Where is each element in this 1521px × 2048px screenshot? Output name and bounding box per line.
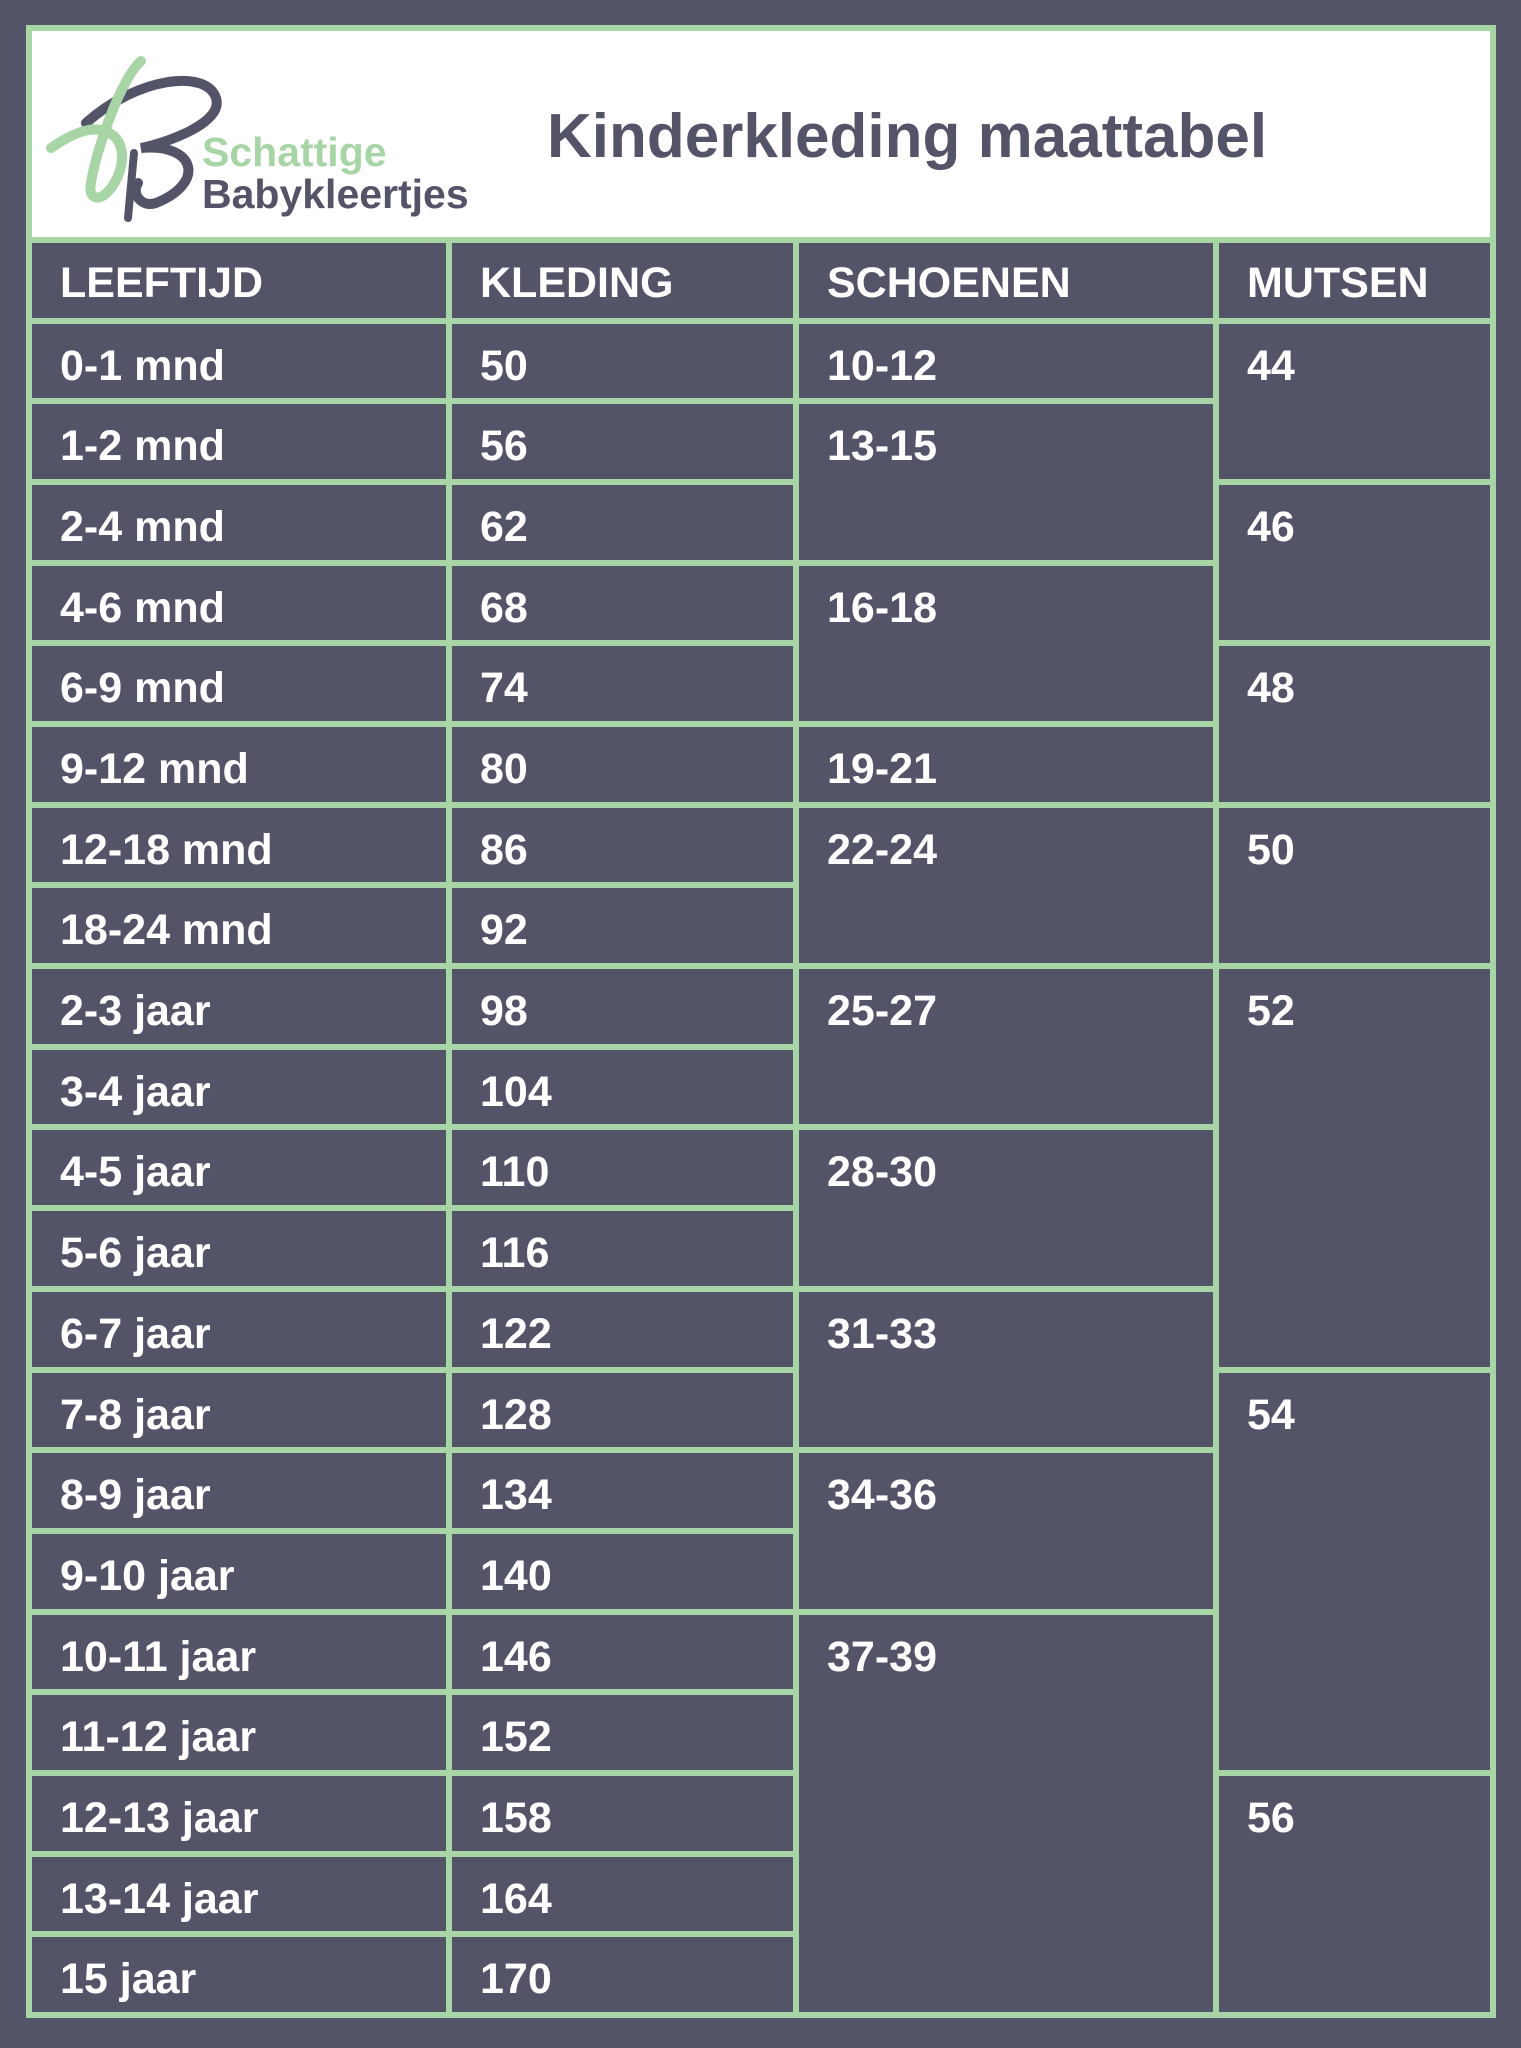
shoe-size-cell: 31-33 [799,1292,1213,1447]
clothing-size-cell: 92 [452,888,793,963]
age-cell: 18-24 mnd [32,888,446,963]
age-cell: 7-8 jaar [32,1373,446,1448]
header [32,31,1490,237]
column-header-clothing: KLEDING [452,243,793,318]
age-cell: 3-4 jaar [32,1050,446,1125]
age-cell: 11-12 jaar [32,1695,446,1770]
clothing-size-cell: 80 [452,727,793,802]
clothing-size-cell: 68 [452,566,793,641]
shoe-size-cell: 25-27 [799,969,1213,1124]
clothing-size-cell: 164 [452,1857,793,1932]
shoe-size-cell: 37-39 [799,1615,1213,2012]
hat-size-cell: 52 [1219,969,1490,1366]
age-cell: 6-7 jaar [32,1292,446,1367]
clothing-size-cell: 50 [452,324,793,399]
age-cell: 8-9 jaar [32,1453,446,1528]
age-cell: 4-6 mnd [32,566,446,641]
clothing-size-cell: 152 [452,1695,793,1770]
age-cell: 6-9 mnd [32,646,446,721]
age-cell: 9-10 jaar [32,1534,446,1609]
clothing-size-cell: 170 [452,1937,793,2012]
shoe-size-cell: 34-36 [799,1453,1213,1608]
brand-name-line1: Schattige [202,129,387,175]
clothing-size-cell: 86 [452,808,793,883]
age-cell: 9-12 mnd [32,727,446,802]
shoe-size-cell: 28-30 [799,1130,1213,1285]
shoe-size-cell: 16-18 [799,566,1213,721]
size-chart [26,25,1496,2018]
brand-name-line2: Babykleertjes [202,171,469,217]
age-cell: 4-5 jaar [32,1130,446,1205]
age-cell: 0-1 mnd [32,324,446,399]
clothing-size-cell: 104 [452,1050,793,1125]
age-cell: 15 jaar [32,1937,446,2012]
hat-size-cell: 44 [1219,324,1490,479]
clothing-size-cell: 128 [452,1373,793,1448]
shoe-size-cell: 19-21 [799,727,1213,802]
clothing-size-cell: 122 [452,1292,793,1367]
clothing-size-cell: 56 [452,404,793,479]
clothing-size-cell: 62 [452,485,793,560]
page-title: Kinderkleding maattabel [547,102,1268,171]
age-cell: 12-18 mnd [32,808,446,883]
hat-size-cell: 56 [1219,1776,1490,2012]
shoe-size-cell: 13-15 [799,404,1213,559]
clothing-size-cell: 98 [452,969,793,1044]
clothing-size-cell: 116 [452,1211,793,1286]
age-cell: 10-11 jaar [32,1615,446,1690]
clothing-size-cell: 140 [452,1534,793,1609]
age-cell: 13-14 jaar [32,1857,446,1932]
age-cell: 1-2 mnd [32,404,446,479]
shoe-size-cell: 10-12 [799,324,1213,399]
column-header-shoes: SCHOENEN [799,243,1213,318]
shoe-size-cell: 22-24 [799,808,1213,963]
clothing-size-cell: 134 [452,1453,793,1528]
column-header-age: LEEFTIJD [32,243,446,318]
column-header-hats: MUTSEN [1219,243,1490,318]
hat-size-cell: 50 [1219,808,1490,963]
size-table [32,243,1490,2012]
clothing-size-cell: 74 [452,646,793,721]
clothing-size-cell: 158 [452,1776,793,1851]
hat-size-cell: 46 [1219,485,1490,640]
hat-size-cell: 54 [1219,1373,1490,1770]
age-cell: 2-3 jaar [32,969,446,1044]
clothing-size-cell: 110 [452,1130,793,1205]
age-cell: 2-4 mnd [32,485,446,560]
age-cell: 12-13 jaar [32,1776,446,1851]
hat-size-cell: 48 [1219,646,1490,801]
age-cell: 5-6 jaar [32,1211,446,1286]
clothing-size-cell: 146 [452,1615,793,1690]
